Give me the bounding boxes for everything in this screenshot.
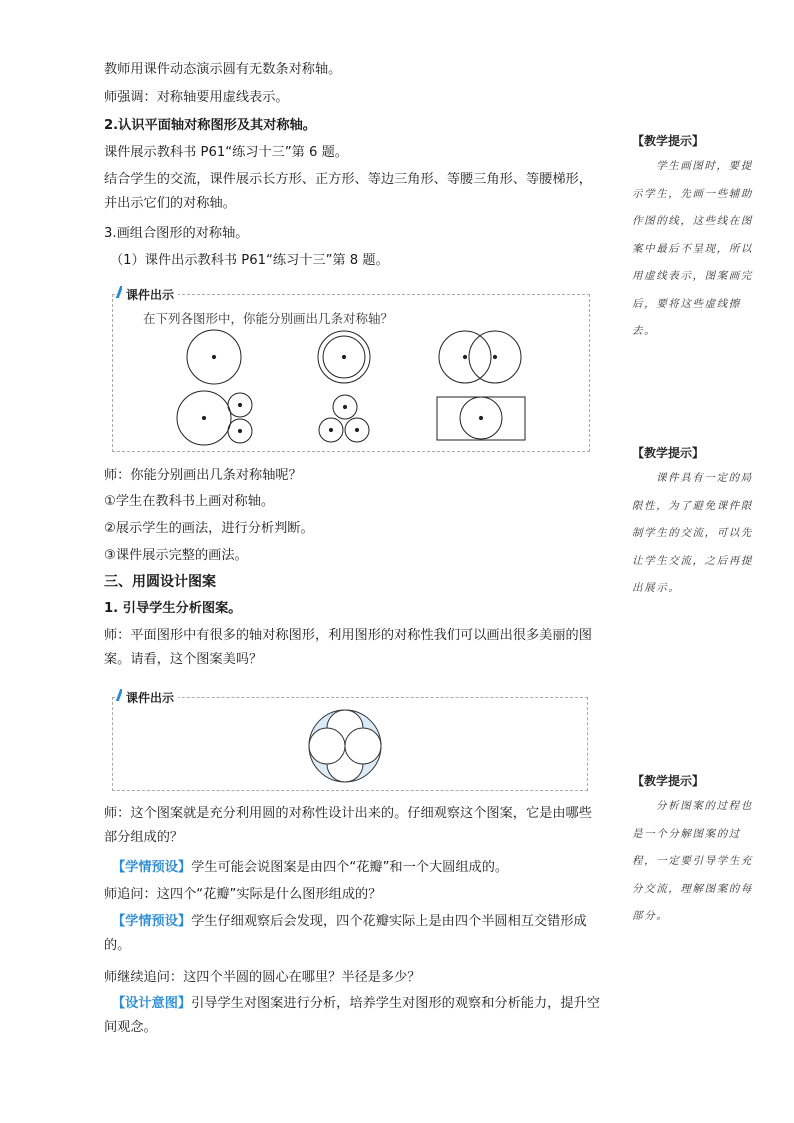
figures-diagram [112,294,588,450]
paragraph: 师：这个图案就是充分利用圆的对称性设计出来的。仔细观察这个图案，它是由哪些部分组成的？ [104,806,592,845]
paragraph: 教师用课件动态演示圆有无数条对称轴。 [104,62,342,77]
section-heading: 三、用圆设计图案 [104,574,216,590]
note-title: 【教学提示】 [632,774,705,788]
teaching-tip-note [632,132,754,346]
paragraph: ①学生在教科书上画对称轴。 [104,494,275,509]
section-heading: 2.认识平面轴对称图形及其对称轴。 [104,118,316,133]
paragraph: 【学情预设】学生仔细观察后会发现，四个花瓣实际上是由四个半圆相互交错形成的。 [104,914,587,953]
note-text: 课件具有一定的局限性，为了避免课件限制学生的交流，可以先让学生交流，之后再提出展示。 [632,472,753,594]
section-heading: 3.画组合图形的对称轴。 [104,226,249,241]
paragraph: 结合学生的交流，课件展示长方形、正方形、等边三角形、等腰三角形、等腰梯形，并出示它们的对称轴。 [104,172,592,211]
paragraph: 师继续追问：这四个半圆的圆心在哪里？半径是多少？ [104,970,421,985]
design-intent-tag: 【设计意图】 [112,996,192,1011]
paragraph: 师强调：对称轴要用虚线表示。 [104,90,289,105]
courseware-label: 课件出示 [122,286,178,303]
note-title: 【教学提示】 [632,134,705,148]
paragraph: ③课件展示完整的画法。 [104,548,248,563]
teaching-tip-note [632,444,754,603]
paragraph: 师：你能分别画出几条对称轴呢？ [104,468,302,483]
exercise-question: 在下列各图形中，你能分别画出几条对称轴？ [143,311,394,326]
paragraph: 【设计意图】引导学生对图案进行分析，培养学生对图形的观察和分析能力，提升空间观念。 [104,996,600,1035]
paragraph: 【学情预设】学生可能会说图案是由四个“花瓣”和一个大圆组成的。 [112,860,509,875]
courseware-label: 课件出示 [122,689,178,706]
paragraph: 课件展示教科书 P61“练习十三”第 6 题。 [104,145,348,160]
teaching-tip-note [632,772,754,931]
subsection-heading: 1. 引导学生分析图案。 [104,601,242,616]
note-title: 【教学提示】 [632,446,705,460]
paragraph: （1）课件出示教科书 P61“练习十三”第 8 题。 [110,253,389,268]
learning-preset-tag: 【学情预设】 [112,860,192,875]
learning-preset-tag: 【学情预设】 [112,914,192,929]
note-text: 学生画图时，要提示学生，先画一些辅助作图的线，这些线在图案中最后不呈现，所以用虚线表示，图案画完后，要将这些虚线擦去。 [632,160,753,337]
paragraph: ②展示学生的画法，进行分析判断。 [104,521,314,536]
note-text: 分析图案的过程也是一个分解图案的过程，一定要引导学生充分交流，理解图案的每部分。 [632,800,753,922]
flower-pattern-diagram [305,706,385,786]
paragraph: 师：平面图形中有很多的轴对称图形，利用图形的对称性我们可以画出很多美丽的图案。请看，这个图案美吗？ [104,628,592,667]
paragraph: 师追问：这四个“花瓣”实际是什么图形组成的？ [104,887,382,902]
